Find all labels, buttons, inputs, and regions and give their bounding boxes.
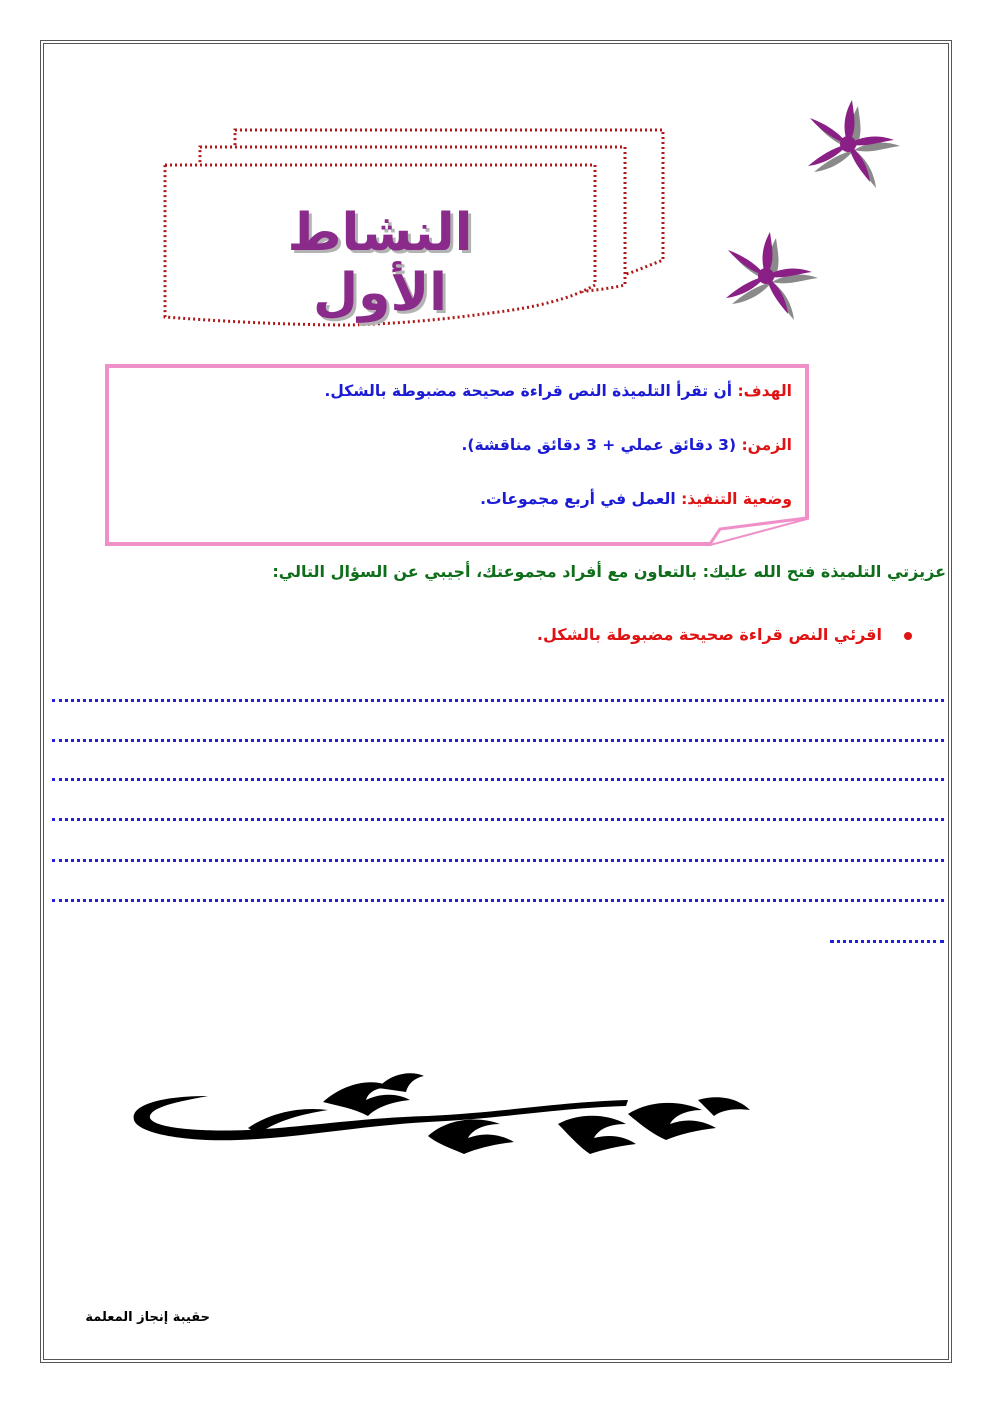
goal-label: الهدف:	[737, 382, 792, 400]
mode-line	[124, 479, 792, 533]
time-label: الزمن:	[741, 436, 792, 454]
answer-line[interactable]	[52, 818, 944, 821]
answer-line[interactable]	[52, 778, 944, 781]
goal-line	[124, 371, 792, 425]
answer-line[interactable]	[52, 739, 944, 742]
title-banner	[160, 125, 680, 335]
time-text: (3 دقائق عملي + 3 دقائق مناقشة).	[461, 436, 737, 454]
answer-line[interactable]	[52, 699, 944, 702]
goal-text: أن تقرأ التلميذة النص قراءة صحيحة مضبوطة بالشكل.	[324, 382, 733, 400]
answer-line-short[interactable]	[830, 940, 944, 943]
mode-label: وضعية التنفيذ:	[681, 490, 792, 508]
bullet-icon	[904, 632, 912, 640]
flower-icon	[712, 232, 822, 322]
page-title: النشاط الأول	[287, 203, 473, 323]
answer-line[interactable]	[52, 899, 944, 902]
time-line	[124, 425, 792, 479]
task-text: اقرئي النص قراءة صحيحة مضبوطة بالشكل.	[536, 625, 882, 644]
mode-text: العمل في أربع مجموعات.	[480, 490, 676, 508]
instruction-text: عزيزتي التلميذة فتح الله عليك: بالتعاون مع أفراد مجموعتك، أجيبي عن السؤال التالي:	[272, 562, 946, 581]
footer-text: حقيبة إنجاز المعلمة	[85, 1310, 210, 1325]
task-bullet	[300, 625, 912, 644]
answer-line[interactable]	[52, 859, 944, 862]
ornament-vine-icon	[128, 1062, 758, 1157]
objective-card	[104, 363, 810, 547]
flower-icon	[790, 98, 900, 188]
objective-lines	[124, 371, 792, 533]
